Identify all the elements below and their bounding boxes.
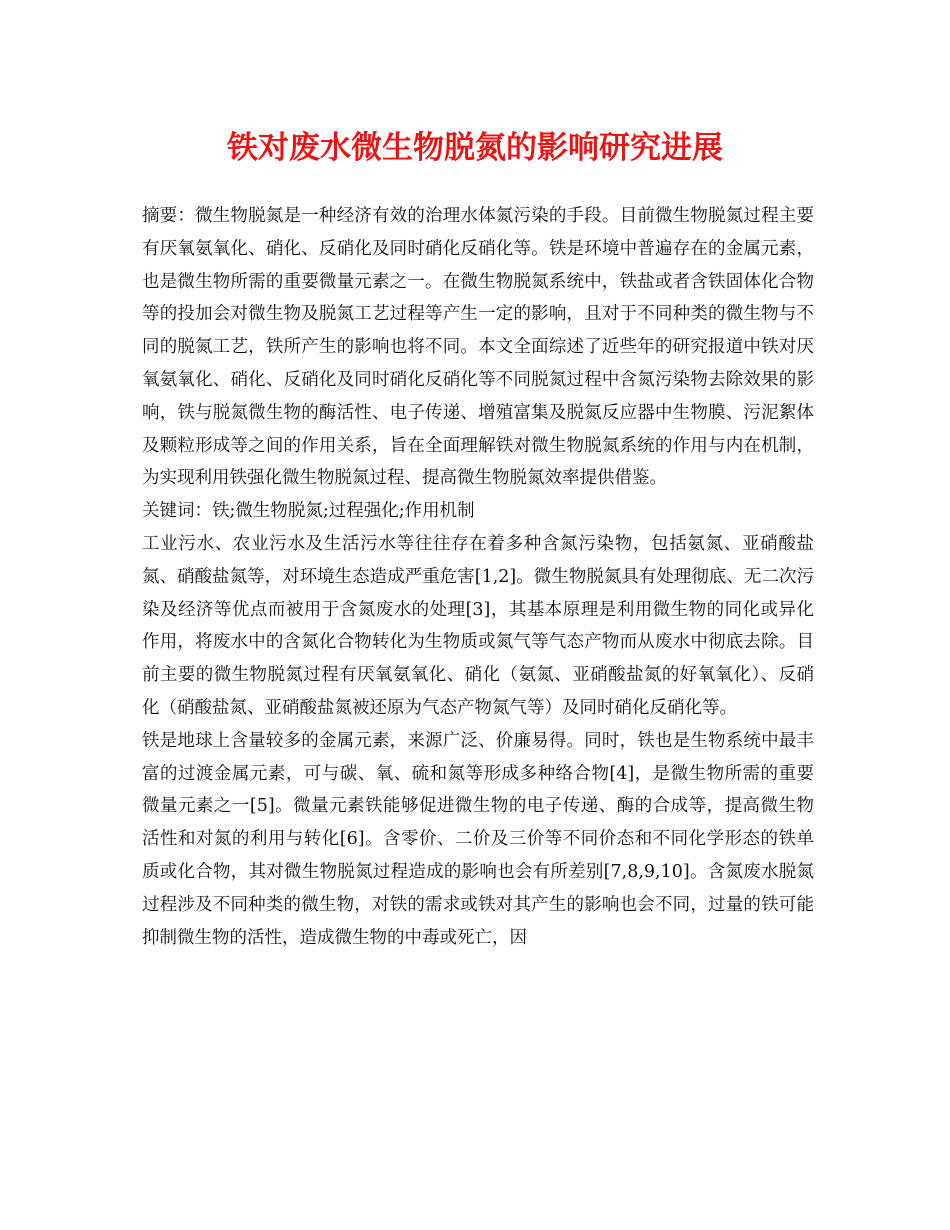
abstract-paragraph: 摘要：微生物脱氮是一种经济有效的治理水体氮污染的手段。目前微生物脱氮过程主要有厌氧氨氧化、硝化、反硝化及同时硝化反硝化等。铁是环境中普遍存在的金属元素，也是微生物所需的重要微量元素之一。在微生物脱氮系统中，铁盐或者含铁固体化合物等的投加会对微生物及脱氮工艺过程等产生一定的影响，且对于不同种类的微生物与不同的脱氮工艺，铁所产生的影响也将不同。本文全面综述了近些年的研究报道中铁对厌氧氨氧化、硝化、反硝化及同时硝化反硝化等不同脱氮过程中含氮污染物去除效果的影响，铁与脱氮微生物的酶活性、电子传递、增殖富集及脱氮反应器中生物膜、污泥絮体及颗粒形成等之间的作用关系，旨在全面理解铁对微生物脱氮系统的作用与内在机制，为实现利用铁强化微生物脱氮过程、提高微生物脱氮效率提供借鉴。 — [142, 206, 814, 489]
keywords-line: 关键词：铁;微生物脱氮;过程强化;作用机制 — [142, 501, 475, 522]
document-title: 铁对废水微生物脱氮的影响研究进展 — [227, 130, 723, 166]
body-paragraph-intro: 工业污水、农业污水及生活污水等往往存在着多种含氮污染物，包括氨氮、亚硝酸盐氮、硝酸盐氮等，对环境生态造成严重危害[1,2]。微生物脱氮具有处理彻底、无二次污染及经济等优点而被用于含氮废水的处理[3]，其基本原理是利用微生物的同化或异化作用，将废水中的含氮化合物转化为生物质或氮气等气态产物而从废水中彻底去除。目前主要的微生物脱氮过程有厌氧氨氧化、硝化（氨氮、亚硝酸盐氮的好氧氧化）、反硝化（硝酸盐氮、亚硝酸盐氮被还原为气态产物氮气等）及同时硝化反硝化等。 — [142, 533, 814, 718]
body-paragraph-iron: 铁是地球上含量较多的金属元素，来源广泛、价廉易得。同时，铁也是生物系统中最丰富的过渡金属元素，可与碳、氧、硫和氮等形成多种络合物[4]，是微生物所需的重要微量元素之一[5]。微量元素铁能够促进微生物的电子传递、酶的合成等，提高微生物活性和对氮的利用与转化[6]。含零价、二价及三价等不同价态和不同化学形态的铁单质或化合物，其对微生物脱氮过程造成的影响也会有所差别[7,8,9,10]。含氮废水脱氮过程涉及不同种类的微生物，对铁的需求或铁对其产生的影响也会不同，过量的铁可能抑制微生物的活性，造成微生物的中毒或死亡，因 — [142, 730, 814, 948]
document-body — [142, 200, 814, 954]
